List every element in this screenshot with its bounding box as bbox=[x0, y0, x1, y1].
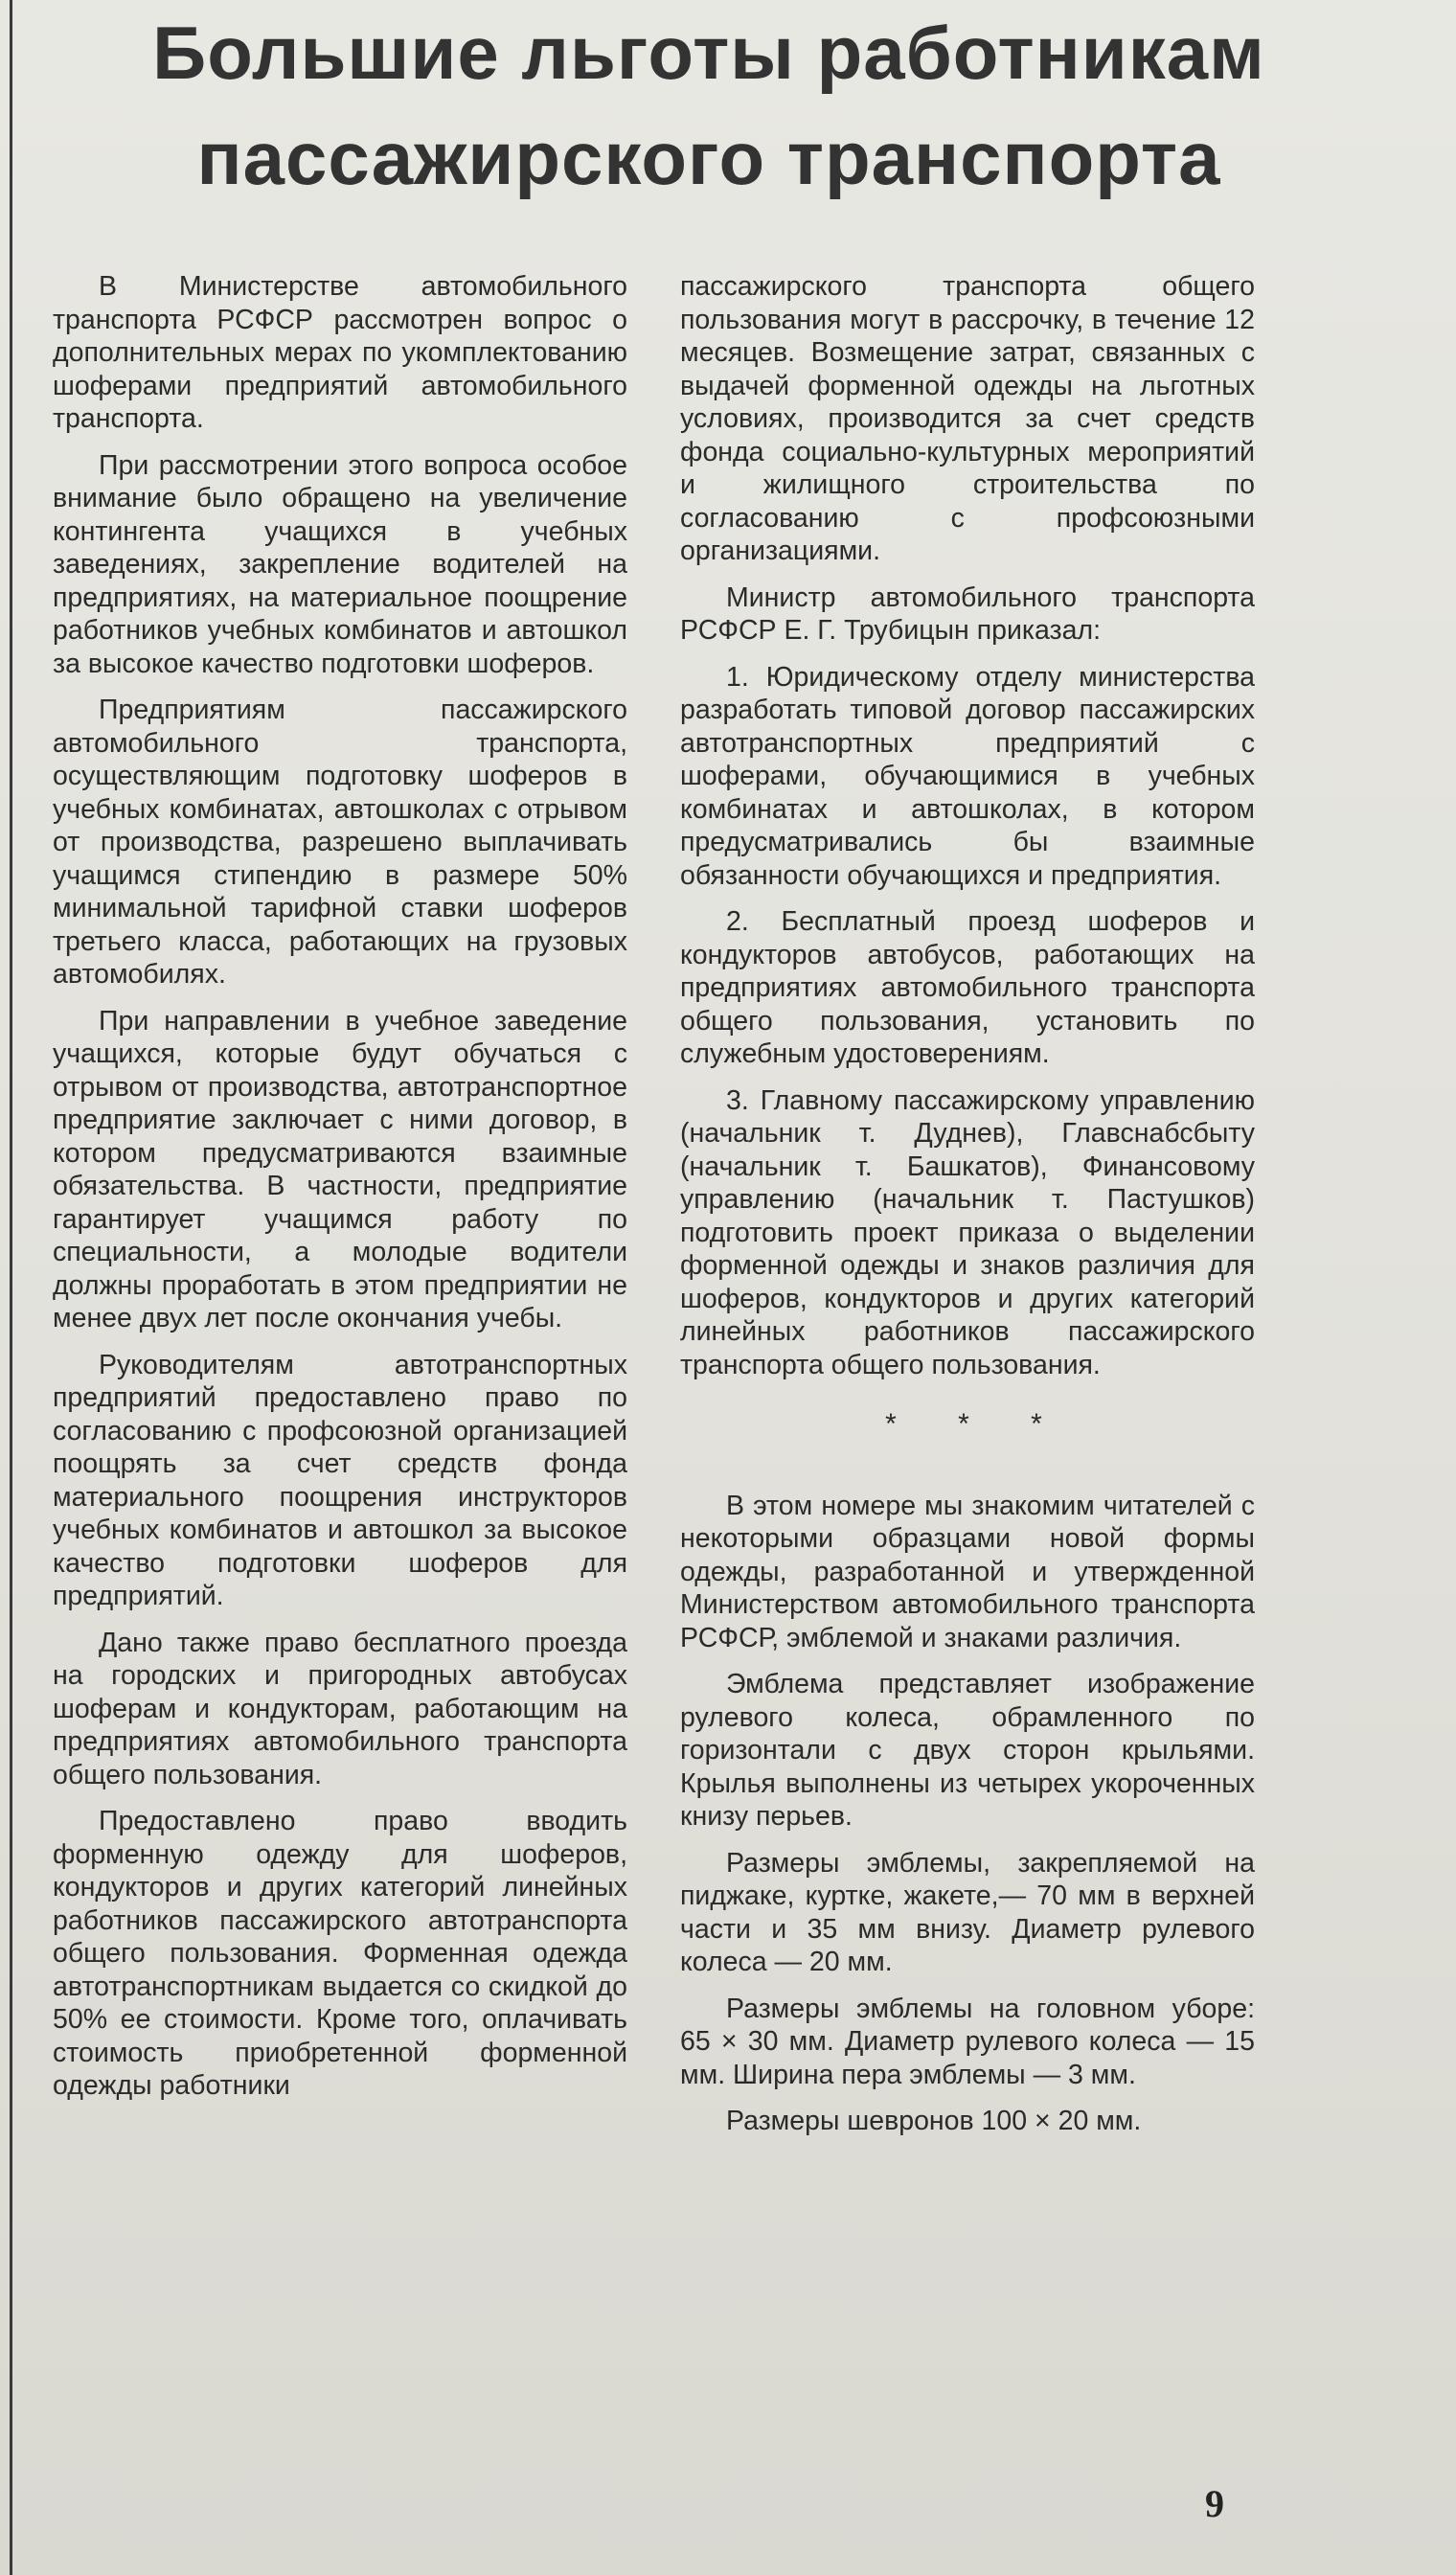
paragraph: В этом номере мы знакомим читателей с некоторыми образцами новой формы одежды, разработанной и утвержденной Министерством автомобильного транспорта РСФСР, эмблемой и знаками различия. bbox=[680, 1490, 1255, 1653]
paragraph: Размеры эмблемы на головном уборе: 65 × 30 мм. Диаметр рулевого колеса — 15 мм. Ширина пера эмблемы — 3 мм. bbox=[680, 1993, 1255, 2090]
left-text-column bbox=[53, 270, 627, 2473]
article-headline bbox=[57, 0, 1360, 211]
paragraph-continued: пассажирского транспорта общего пользования могут в рассрочку, в течение 12 месяцев. Возмещение затрат, связанных с выдачей форменной одежды на льготных условиях, производится за счет средств фонда социально-культурных мероприятий и жилищного строительства по согласованию с профсоюзными организациями. bbox=[680, 271, 1255, 566]
order-item-1: 1. Юридическому отделу министерства разработать типовой договор пассажирских автотранспортных предприятий с шоферами, обучающимися в учебных комбинатах и автошколах, в котором предусматривались бы взаимные обязанности обучающихся и предприятия. bbox=[680, 661, 1255, 891]
paragraph: Предоставлено право вводить форменную одежду для шоферов, кондукторов и других категорий линейных работников пассажирского автотранспорта общего пользования. Форменная одежда автотранспортникам выдается со скидкой до 50% ее стоимости. Кроме того, оплачивать стоимость приобретенной форменной одежды работники bbox=[53, 1806, 627, 2101]
page-edge-rule bbox=[10, 0, 12, 2575]
order-item-2: 2. Бесплатный проезд шоферов и кондукторов автобусов, работающих на предприятиях автомобильного транспорта общего пользования, установить по служебным удостоверениям. bbox=[680, 906, 1255, 1069]
paragraph: В Министерстве автомобильного транспорта РСФСР рассмотрен вопрос о дополнительных мерах по укомплектованию шоферами предприятий автомобильного транспорта. bbox=[53, 271, 627, 434]
page-number: 9 bbox=[1205, 2482, 1224, 2525]
paragraph: Эмблема представляет изображение рулевого колеса, обрамленного по горизонтали с двух сторон крыльями. Крылья выполнены из четырех укороченных книзу перьев. bbox=[680, 1669, 1255, 1832]
paragraph: Дано также право бесплатного проезда на городских и пригородных автобусах шоферам и кондукторам, работающим на предприятиях автомобильного транспорта общего пользования. bbox=[53, 1627, 627, 1790]
order-item-3: 3. Главному пассажирскому управлению (начальник т. Дуднев), Главснабсбыту (начальник т. Башкатов), Финансовому управлению (начальник т. Пастушков) подготовить проект приказа о выделении форменной одежды и знаков различия для шоферов, кондукторов и других категорий линейных работников пассажирского транспорта общего пользования. bbox=[680, 1084, 1255, 1380]
right-text-column bbox=[680, 270, 1255, 2473]
paragraph: Размеры эмблемы, закрепляемой на пиджаке, куртке, жакете,— 70 мм в верхней части и 35 мм внизу. Диаметр рулевого колеса — 20 мм. bbox=[680, 1847, 1255, 1977]
headline-line-1: Большие льготы работникам bbox=[152, 11, 1265, 95]
section-separator: * * * bbox=[885, 1408, 1069, 1440]
headline-line-2: пассажирского транспорта bbox=[196, 116, 1221, 200]
paragraph: При направлении в учебное заведение учащихся, которые будут обучаться с отрывом от производства, автотранспортное предприятие заключает с ними договор, в котором предусматриваются взаимные обязательства. В частности, предприятие гарантирует учащимся работу по специальности, а молодые водители должны проработать в этом предприятии не менее двух лет после окончания учебы. bbox=[53, 1005, 627, 1333]
paragraph: Руководителям автотранспортных предприятий предоставлено право по согласованию с профсоюзной организацией поощрять за счет средств фонда материального поощрения инструкторов учебных комбинатов и автошкол за высокое качество подготовки шоферов для предприятий. bbox=[53, 1349, 627, 1611]
paragraph: При рассмотрении этого вопроса особое внимание было обращено на увеличение контингента учащихся в учебных заведениях, закрепление водителей на предприятиях, на материальное поощрение работников учебных комбинатов и автошкол за высокое качество подготовки шоферов. bbox=[53, 449, 627, 679]
paragraph: Размеры шевронов 100 × 20 мм. bbox=[726, 2106, 1142, 2136]
paragraph: Министр автомобильного транспорта РСФСР Е. Г. Трубицын приказал: bbox=[680, 581, 1255, 646]
paragraph: Предприятиям пассажирского автомобильного транспорта, осуществляющим подготовку шоферов в учебных комбинатах, автошколах с отрывом от производства, разрешено выплачивать учащимся стипендию в размере 50% минимальной тарифной ставки шоферов третьего класса, работающих на грузовых автомобилях. bbox=[53, 695, 627, 990]
